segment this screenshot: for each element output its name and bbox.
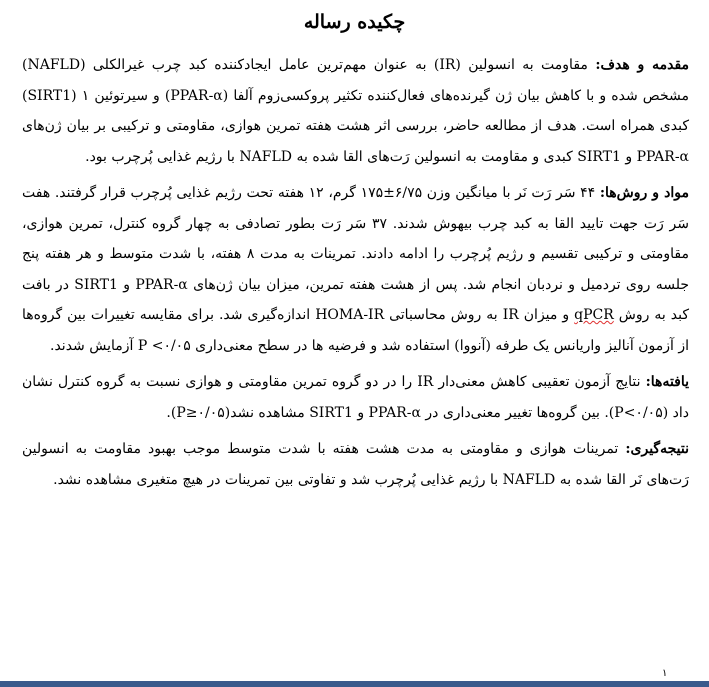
methods-heading: مواد و روش‌ها:: [599, 185, 689, 201]
intro-heading: مقدمه و هدف:: [595, 57, 690, 73]
findings-paragraph: [22, 367, 689, 428]
page-title: چکیده رساله: [303, 11, 406, 33]
intro-text: مقاومت به انسولین (IR) به عنوان مهم‌ترین عامل ایجادکننده کبد چرب غیرالکلی (NAFLD) مشخص شده و با کاهش بیان ژن گیرنده‌های فعال‌کننده تکثیر پروکسی‌زوم آلفا (PPAR-α) و سیرتوئین ۱ (SIRT1) کبدی همراه است. هدف از مطالعه حاضر، بررسی اثر هشت هفته تمرین هوازی، مقاومتی و ترکیبی بر بیان ژن‌های PPAR-α و SIRT1 کبدی و مقاومت به انسولین رَت‌های القا شده به NAFLD با رژیم غذایی پُرچرب بود.: [22, 57, 689, 165]
methods-text-part1: ۴۴ سَر رَت نَر با میانگین وزن ۶/۷۵±۱۷۵ گرم، ۱۲ هفته تحت رژیم غذایی پُرچرب قرار گرفتند. هفت سَر رَت جهت تایید القا به کبد چرب بیهوش شدند. ۳۷ سَر رَت بطور تصادفی به چهار گروه کنترل، تمرین هوازی، مقاومتی و ترکیبی تقسیم و رژیم پُرچرب را ادامه دادند. تمرینات به مدت ۸ هفته، با شدت متوسط و هر هفته پنج جلسه روی تردمیل و نردبان انجام شد. پس از هشت هفته تمرین، میزان بیان ژن‌های PPAR-α و SIRT1 در بافت کبد به روش: [22, 185, 690, 323]
page-bottom-border: [0, 681, 709, 687]
conclusion-paragraph: [22, 434, 689, 495]
page-number: ۱: [662, 668, 668, 679]
intro-paragraph: [22, 50, 689, 172]
conclusion-heading: نتیجه‌گیری:: [625, 441, 689, 457]
findings-heading: یافته‌ها:: [645, 374, 690, 390]
conclusion-text: تمرینات هوازی و مقاومتی به مدت هشت هفته با شدت متوسط موجب بهبود مقاومت به انسولین رَت‌های نَر القا شده به NAFLD با رژیم غذایی پُرچرب شد و تفاوتی بین تمرینات در هیچ متغیری مشاهده نشد.: [22, 441, 689, 488]
methods-text-part2: و میزان IR به روش محاسباتی HOMA-IR اندازه‌گیری شد. برای مقایسه تغییرات بین گروه‌ها از آزمون آنالیز واریانس یک طرفه (آنووا) استفاده شد و فرضیه ها در سطح معنی‌داری P <۰/۰۵ آزمایش شدند.: [22, 307, 689, 354]
findings-text: نتایج آزمون تعقیبی کاهش معنی‌دار IR را در دو گروه تمرین مقاومتی و هوازی نسبت به گروه کنترل نشان داد (P<۰/۰۵). بین گروه‌ها تغییر معنی‌داری در PPAR-α و SIRT1 مشاهده نشد(P≥۰/۰۵).: [22, 374, 689, 421]
methods-paragraph: [22, 178, 689, 361]
abstract-body: [22, 50, 689, 501]
spellcheck-flagged-word[interactable]: qPCR: [574, 307, 614, 323]
